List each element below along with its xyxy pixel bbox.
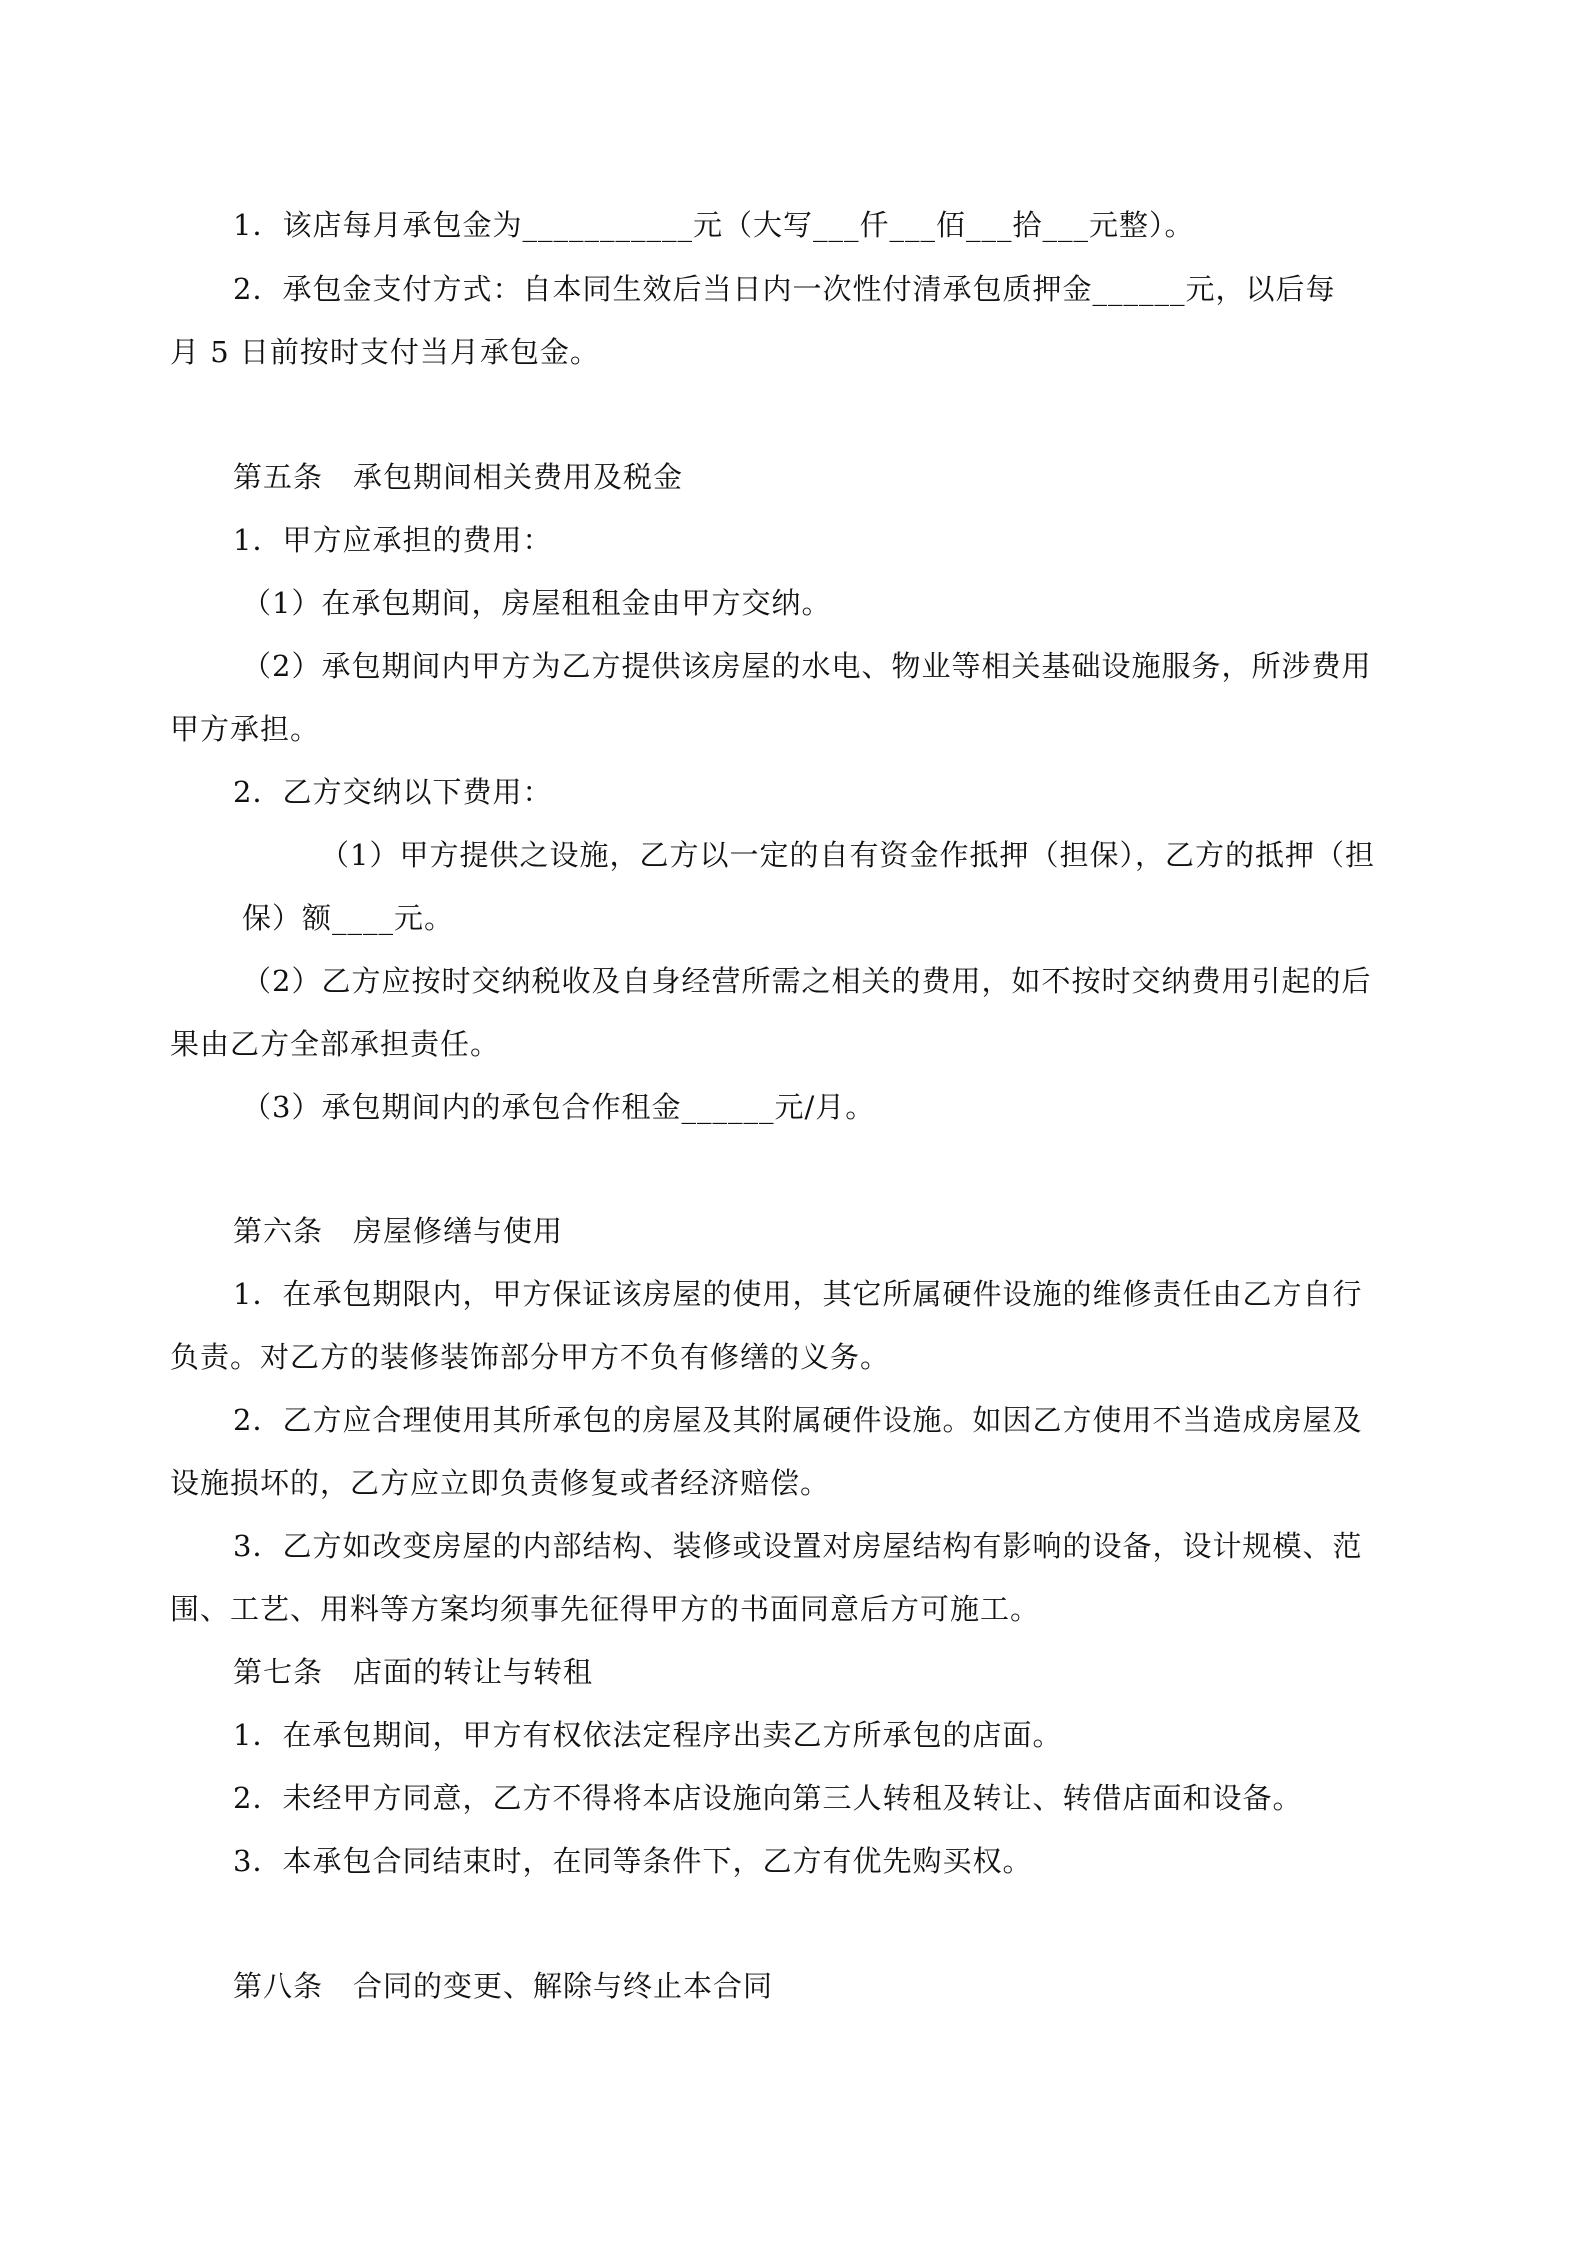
clause-5-item-2-sub-2: （2）乙方应按时交纳税收及自身经营所需之相关的费用，如不按时交纳费用引起的后 — [242, 964, 1372, 998]
clause-4-item-2-cont: 月 5 日前按时支付当月承包金。 — [170, 335, 600, 369]
clause-5-item-1-sub-2: （2）承包期间内甲方为乙方提供该房屋的水电、物业等相关基础设施服务，所涉费用 — [242, 649, 1372, 683]
clause-5-heading: 第五条 承包期间相关费用及税金 — [233, 460, 684, 494]
clause-7-item-1: 1．在承包期间，甲方有权依法定程序出卖乙方所承包的店面。 — [233, 1718, 1063, 1752]
clause-5-item-1-sub-1: （1）在承包期间，房屋租租金由甲方交纳。 — [242, 586, 832, 620]
clause-7-heading: 第七条 店面的转让与转租 — [233, 1655, 594, 1689]
clause-8-heading: 第八条 合同的变更、解除与终止本合同 — [233, 1969, 774, 2003]
clause-5-item-2-sub-1-cont: 保）额____元。 — [242, 901, 455, 935]
clause-4-item-2: 2．承包金支付方式：自本同生效后当日内一次性付清承包质押金______元，以后每 — [233, 272, 1336, 306]
clause-5-item-2: 2．乙方交纳以下费用： — [233, 775, 553, 809]
clause-6-item-1: 1．在承包期限内，甲方保证该房屋的使用，其它所属硬件设施的维修责任由乙方自行 — [233, 1277, 1363, 1311]
clause-5-item-2-sub-2-cont: 果由乙方全部承担责任。 — [170, 1027, 501, 1061]
clause-4-item-1: 1．该店每月承包金为___________元（大写___仟___佰___拾___元整）。 — [233, 208, 1195, 242]
clause-7-item-3: 3．本承包合同结束时，在同等条件下，乙方有优先购买权。 — [233, 1844, 1033, 1878]
clause-6-heading: 第六条 房屋修缮与使用 — [233, 1214, 564, 1248]
clause-5-item-1-sub-2-cont: 甲方承担。 — [170, 712, 321, 746]
clause-6-item-1-cont: 负责。对乙方的装修装饰部分甲方不负有修缮的义务。 — [170, 1340, 891, 1374]
clause-6-item-2: 2．乙方应合理使用其所承包的房屋及其附属硬件设施。如因乙方使用不当造成房屋及 — [233, 1403, 1363, 1437]
clause-5-item-2-sub-1: （1）甲方提供之设施，乙方以一定的自有资金作抵押（担保），乙方的抵押（担 — [320, 838, 1375, 872]
clause-6-item-3-cont: 围、工艺、用料等方案均须事先征得甲方的书面同意后方可施工。 — [170, 1592, 1041, 1626]
clause-5-item-1: 1．甲方应承担的费用： — [233, 523, 553, 557]
clause-6-item-2-cont: 设施损坏的，乙方应立即负责修复或者经济赔偿。 — [170, 1466, 831, 1500]
clause-6-item-3: 3．乙方如改变房屋的内部结构、装修或设置对房屋结构有影响的设备，设计规模、范 — [233, 1529, 1363, 1563]
clause-5-item-2-sub-3: （3）承包期间内的承包合作租金______元/月。 — [242, 1090, 876, 1124]
clause-7-item-2: 2．未经甲方同意，乙方不得将本店设施向第三人转租及转让、转借店面和设备。 — [233, 1781, 1303, 1815]
